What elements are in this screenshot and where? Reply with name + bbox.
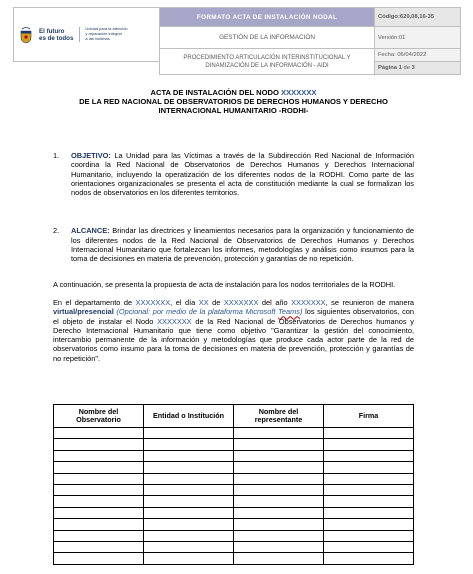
- table-cell[interactable]: [234, 462, 324, 473]
- table-cell[interactable]: [54, 507, 144, 518]
- table-cell[interactable]: [54, 439, 144, 450]
- table-cell[interactable]: [144, 473, 234, 484]
- table-cell[interactable]: [324, 484, 414, 495]
- procedure-line-2: DINAMIZACIÓN DE LA INFORMACIÓN - AIDI: [205, 62, 329, 69]
- node-placeholder: XXXXXXX: [281, 88, 317, 97]
- document-body: [53, 88, 414, 363]
- format-title: FORMATO ACTA DE INSTALACIÓN NODAL: [160, 8, 375, 27]
- page-number: Página 1 de 3: [375, 62, 461, 75]
- table-cell[interactable]: [324, 507, 414, 518]
- attendance-body: [54, 428, 414, 565]
- table-cell[interactable]: [144, 439, 234, 450]
- management-area: GESTIÓN DE LA INFORMACIÓN: [160, 27, 375, 49]
- table-cell[interactable]: [324, 519, 414, 530]
- table-cell[interactable]: [324, 450, 414, 461]
- table-cell[interactable]: [234, 530, 324, 541]
- continuation-paragraph: A continuación, se presenta la propuesta de acta de instalación para los nodos territoriales de la RODHI.: [53, 279, 396, 289]
- attendance-header-row: [54, 405, 414, 428]
- coat-of-arms-icon: [18, 26, 34, 44]
- table-cell[interactable]: [324, 541, 414, 552]
- table-row: [54, 519, 414, 530]
- table-cell[interactable]: [324, 530, 414, 541]
- table-cell[interactable]: [144, 541, 234, 552]
- table-cell[interactable]: [54, 450, 144, 461]
- table-cell[interactable]: [324, 496, 414, 507]
- table-cell[interactable]: [144, 530, 234, 541]
- objetivo-label: OBJETIVO:: [71, 151, 111, 160]
- table-row: [54, 530, 414, 541]
- table-cell[interactable]: [144, 553, 234, 564]
- table-cell[interactable]: [54, 519, 144, 530]
- table-row: [54, 450, 414, 461]
- table-row: [54, 439, 414, 450]
- table-cell[interactable]: [324, 439, 414, 450]
- alcance-text: Brindar las directrices y lineamientos necesarios para la organización y funcionamiento de los diferentes nodos de la Red Nacional de Observatorios de Derechos Humanos y Derechos Internacional Humanitario que fortalezcan los informes, metodologías y análisis como insumos para la toma de decisiones en materia de prevención, protección y garantías de no repetición.: [71, 226, 414, 264]
- logo-cell: [14, 8, 160, 62]
- logo-sub-1: Unidad para la atención: [85, 26, 128, 32]
- institution-logo: [14, 26, 159, 44]
- table-cell[interactable]: [54, 553, 144, 564]
- table-cell[interactable]: [234, 553, 324, 564]
- col-representante: Nombre del representante: [234, 405, 324, 428]
- table-cell[interactable]: [54, 473, 144, 484]
- table-cell[interactable]: [234, 519, 324, 530]
- table-row: [54, 553, 414, 564]
- table-cell[interactable]: [144, 450, 234, 461]
- table-cell[interactable]: [234, 507, 324, 518]
- meeting-mode: virtual/presencial: [53, 307, 114, 317]
- attendance-table: [53, 404, 414, 565]
- col-firma: Firma: [324, 405, 414, 428]
- alcance-section: 2. ALCANCE: Brindar las directrices y lineamientos necesarios para la organización y funcionamiento de los diferentes nodos de la Red Nacional de Observatorios de Derechos Humanos y Derechos Internacional Humanitario que fortalezcan los informes, metodologías y análisis como insumos para la toma de decisiones en materia de prevención, protección y garantías de no repetición.: [53, 226, 414, 264]
- table-row: [54, 484, 414, 495]
- table-cell[interactable]: [234, 450, 324, 461]
- table-cell[interactable]: [54, 541, 144, 552]
- table-cell[interactable]: [234, 496, 324, 507]
- logo-line-2: es de todos: [39, 34, 74, 42]
- objetivo-section: 1. OBJETIVO: La Unidad para las Víctimas a través de la Subdirección Red Nacional de Información coordina la Red Nacional de Observatorios de Derechos Humanos y Derechos Internacional Humanitario, incluyendo la operatización de los diferentes nodos de la RODHI. Como parte de las orientaciones organizacionales se presenta el acta de constitución mediante la cual se formalizan los nodos de observatorios en los diferentes territorios.: [53, 151, 414, 198]
- document-version: Versión:01: [375, 27, 461, 49]
- table-cell[interactable]: [54, 530, 144, 541]
- logo-sub-3: a las víctimas: [85, 35, 110, 41]
- table-cell[interactable]: [144, 507, 234, 518]
- document-title: ACTA DE INSTALACIÓN DEL NODO XXXXXXX DE LA RED NACIONAL DE OBSERVATORIOS DE DERECHOS HUMANOS Y DERECHO INTERNACIONAL HUMANITARIO -RODHI-: [53, 88, 414, 115]
- table-cell[interactable]: [234, 473, 324, 484]
- table-cell[interactable]: [324, 473, 414, 484]
- procedure-line-1: PROCEDIMIENTO ARTICULACIÓN INTERINSTITUCIONAL Y: [183, 54, 351, 61]
- table-cell[interactable]: [144, 519, 234, 530]
- table-cell[interactable]: [234, 484, 324, 495]
- table-cell[interactable]: [144, 462, 234, 473]
- table-cell[interactable]: [324, 553, 414, 564]
- table-cell[interactable]: [54, 484, 144, 495]
- meeting-paragraph: En el departamento de XXXXXXX, el día XX de XXXXXXX del año XXXXXXX, se reunieron de manera virtual/presencial (Opcional: por medio de la plataforma Microsoft Teams) los siguientes observatorios, con el objeto de instalar el Nodo XXXXXXX de la Red Nacional de Observatorios de Derechos humanos y Derecho Internacional Humanitario que tiene como objetivo "Garantizar la gestión del conocimiento, intercambio permanente de la información y metodologías que produce cada actor parte de la red de observatorios como insumo para la toma de decisiones en materia de prevención, protección y garantías de no repetición".: [53, 297, 415, 363]
- table-cell[interactable]: [144, 484, 234, 495]
- logo-sub-2: y reparación integral: [85, 31, 122, 37]
- title-line-3: INTERNACIONAL HUMANITARIO -RODHI-: [158, 106, 309, 115]
- table-cell[interactable]: [54, 496, 144, 507]
- table-row: [54, 507, 414, 518]
- objetivo-text: La Unidad para las Víctimas a través de la Subdirección Red Nacional de Información coordina la Red Nacional de Observatorios de Derechos Humanos y Derechos Internacional Humanitario, incluyendo la operatización de los diferentes nodos de la RODHI. Como parte de las orientaciones organizacionales se presenta el acta de constitución mediante la cual se formalizan los nodos de observatorios en los diferentes territorios.: [71, 151, 414, 198]
- table-cell[interactable]: [54, 462, 144, 473]
- table-cell[interactable]: [54, 428, 144, 439]
- table-row: [54, 541, 414, 552]
- table-cell[interactable]: [144, 496, 234, 507]
- table-row: [54, 428, 414, 439]
- document-date: Fecha: 06/04/2022: [375, 49, 461, 62]
- table-row: [54, 462, 414, 473]
- alcance-label: ALCANCE:: [71, 226, 110, 236]
- col-entidad: Entidad o Institución: [144, 405, 234, 428]
- table-row: [54, 496, 414, 507]
- table-cell[interactable]: [234, 428, 324, 439]
- table-cell[interactable]: [234, 439, 324, 450]
- title-line-2: DE LA RED NACIONAL DE OBSERVATORIOS DE DERECHOS HUMANOS Y DERECHO: [79, 97, 388, 106]
- document-code: Código:620,08,16-35: [375, 8, 461, 27]
- procedure-name: [160, 49, 375, 75]
- document-header: [13, 7, 461, 75]
- table-cell[interactable]: [144, 428, 234, 439]
- table-cell[interactable]: [324, 428, 414, 439]
- table-cell[interactable]: [234, 541, 324, 552]
- logo-line-1: El futuro: [39, 27, 65, 35]
- table-cell[interactable]: [324, 462, 414, 473]
- table-row: [54, 473, 414, 484]
- col-observatorio: Nombre del Observatorio: [54, 405, 144, 428]
